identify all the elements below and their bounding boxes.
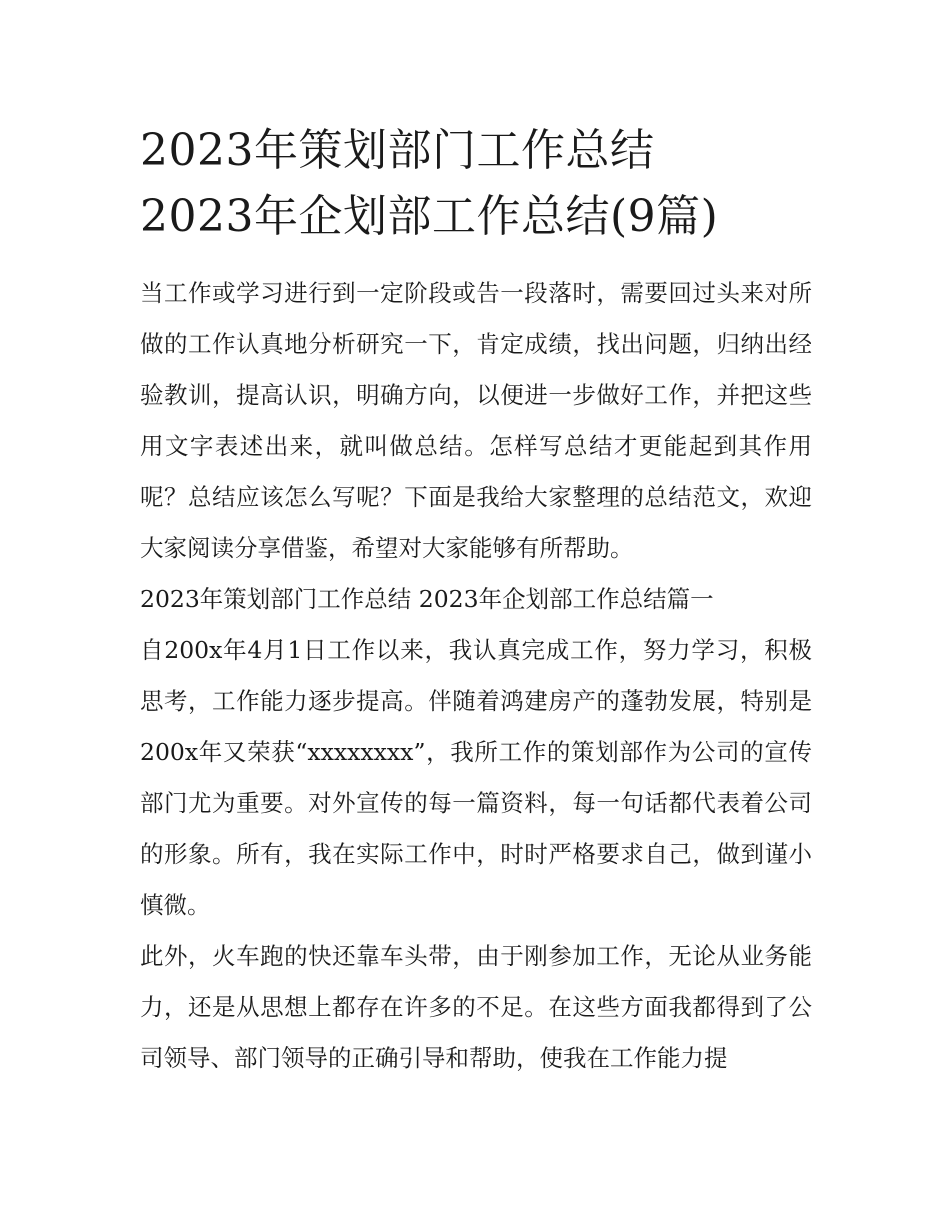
paragraph-section-2: 此外，火车跑的快还靠车头带，由于刚参加工作，无论从业务能力，还是从思想上都存在许多的不足。在这些方面我都得到了公司领导、部门领导的正确引导和帮助，使我在工作能力提: [140, 942, 812, 1072]
document-page: [140, 118, 812, 1084]
document-title-line-2: 2023年企划部工作总结(9篇): [140, 191, 719, 242]
document-body: [140, 268, 812, 1084]
document-title-line-1: 2023年策划部门工作总结: [140, 125, 655, 176]
paragraph-section-1: 自200x年4月1日工作以来，我认真完成工作，努力学习，积极思考，工作能力逐步提高。伴随着鸿建房产的蓬勃发展，特别是200x年又荣获“xxxxxxxx”，我所工作的策划部作为公司的宣传部门尤为重要。对外宣传的每一篇资料，每一句话都代表着公司的形象。所有，我在实际工作中，时时严格要求自己，做到谨小慎微。: [140, 636, 812, 919]
paragraph-intro: 当工作或学习进行到一定阶段或告一段落时，需要回过头来对所做的工作认真地分析研究一下，肯定成绩，找出问题，归纳出经验教训，提高认识，明确方向，以便进一步做好工作，并把这些用文字表述出来，就叫做总结。怎样写总结才更能起到其作用呢？总结应该怎么写呢？下面是我给大家整理的总结范文，欢迎大家阅读分享借鉴，希望对大家能够有所帮助。: [140, 279, 812, 562]
section-heading: 2023年策划部门工作总结 2023年企划部工作总结篇一: [140, 585, 714, 613]
